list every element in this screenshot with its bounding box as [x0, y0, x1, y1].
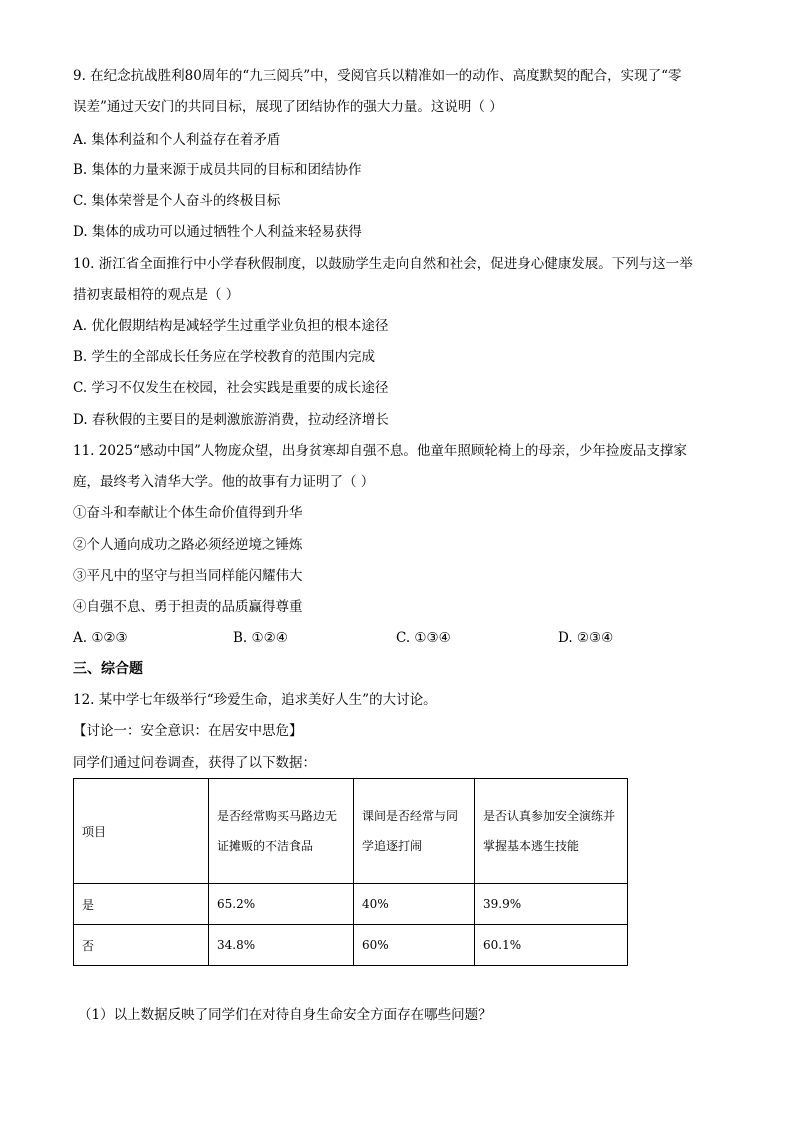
row-label: 是: [74, 884, 209, 925]
q9-option-a: A. 集体利益和个人利益存在着矛盾: [73, 132, 281, 148]
q11-statement-1: ①奋斗和奉献让个体生命价值得到升华: [73, 505, 303, 521]
q11-statement-4: ④自强不息、勇于担责的品质赢得尊重: [73, 599, 303, 615]
q9-option-d: D. 集体的成功可以通过牺牲个人利益来轻易获得: [73, 224, 362, 240]
q10-option-b: B. 学生的全部成长任务应在学校教育的范围内完成: [73, 349, 376, 365]
table-cell: 65.2%: [209, 884, 354, 925]
table-cell: 60%: [354, 925, 475, 966]
q9-stem-line1: 9. 在纪念抗战胜利80周年的“九三阅兵”中，受阅官兵以精准如一的动作、高度默契的配合，实现了“零: [73, 68, 682, 84]
q10-stem-line1: 10. 浙江省全面推行中小学春秋假制度，以鼓励学生走向自然和社会，促进身心健康发展。下列与这一举: [73, 256, 693, 272]
table-cell: 60.1%: [475, 925, 628, 966]
table-header-cell: [209, 779, 354, 884]
header-text: 课间是否经常与同学追逐打闹: [362, 809, 459, 853]
q11-choices: [73, 628, 713, 648]
q9-option-b: B. 集体的力量来源于成员共同的目标和团结协作: [73, 162, 362, 178]
table-cell: 39.9%: [475, 884, 628, 925]
q12-subquestion-1: （1）以上数据反映了同学们在对待自身生命安全方面存在哪些问题？: [78, 1007, 492, 1023]
q9-stem-line2: 误差”通过天安门的共同目标，展现了团结协作的强大力量。这说明（ ）: [73, 99, 503, 115]
q11-statement-2: ②个人通向成功之路必须经逆境之锤炼: [73, 537, 303, 553]
q11-choice-c: C. ①③④: [396, 630, 451, 646]
q10-option-d: D. 春秋假的主要目的是刺激旅游消费，拉动经济增长: [73, 412, 389, 428]
survey-table: [73, 778, 628, 966]
q11-choice-b: B. ①②④: [233, 630, 288, 646]
table-cell: 34.8%: [209, 925, 354, 966]
table-header-cell: [354, 779, 475, 884]
q11-stem-line2: 庭，最终考入清华大学。他的故事有力证明了（ ）: [73, 474, 375, 490]
q11-statement-3: ③平凡中的坚守与担当同样能闪耀伟大: [73, 568, 303, 584]
table-header-cell: 项目: [74, 779, 209, 884]
q12-survey-intro: 同学们通过问卷调查，获得了以下数据：: [73, 755, 316, 771]
q12-discussion-heading: 【讨论一：安全意识：在居安中思危】: [73, 723, 303, 739]
section-title: 三、综合题: [73, 661, 143, 677]
q11-stem-line1: 11. 2025“感动中国”人物庞众望，出身贫寒却自强不息。他童年照顾轮椅上的母亲，少年捡废品支撑家: [73, 443, 687, 459]
header-text: 是否经常购买马路边无证摊贩的不洁食品: [217, 809, 338, 853]
table-row: [74, 925, 628, 966]
q10-option-c: C. 学习不仅发生在校园，社会实践是重要的成长途径: [73, 380, 389, 396]
q11-choice-a: A. ①②③: [73, 630, 128, 646]
q10-stem-line2: 措初衷最相符的观点是（ ）: [73, 287, 240, 303]
table-header-cell: [475, 779, 628, 884]
table-row: [74, 884, 628, 925]
q12-intro: 12. 某中学七年级举行“珍爱生命，追求美好人生”的大讨论。: [73, 692, 437, 708]
header-text: 是否认真参加安全演练并掌握基本逃生技能: [483, 809, 616, 853]
q9-option-c: C. 集体荣誉是个人奋斗的终极目标: [73, 193, 281, 209]
row-label: 否: [74, 925, 209, 966]
q11-choice-d: D. ②③④: [558, 630, 614, 646]
q10-option-a: A. 优化假期结构是减轻学生过重学业负担的根本途径: [73, 318, 389, 334]
table-cell: 40%: [354, 884, 475, 925]
table-header-row: [74, 779, 628, 884]
